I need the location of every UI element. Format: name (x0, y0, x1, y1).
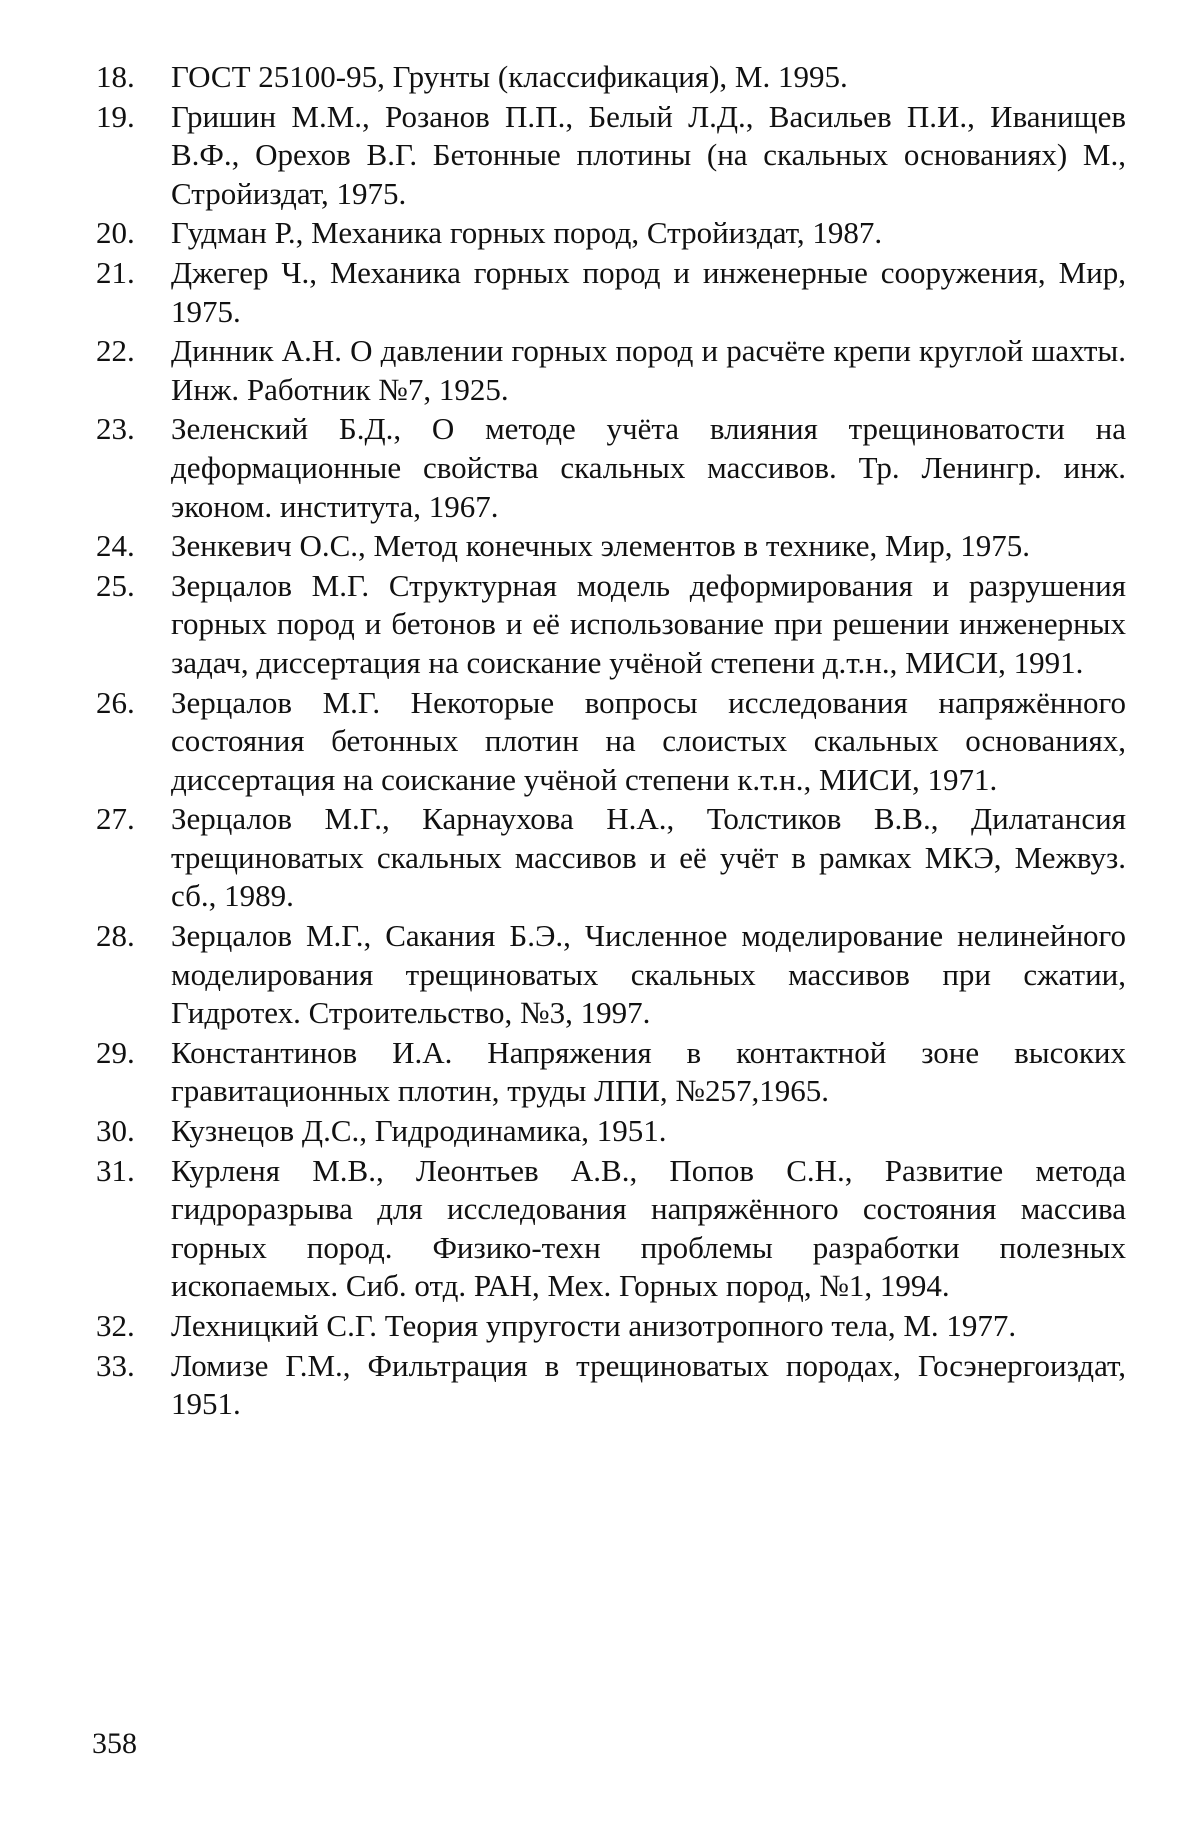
reference-number: 23. (96, 411, 135, 447)
reference-number: 25. (96, 567, 135, 603)
reference-number: 28. (96, 918, 135, 954)
reference-number: 32. (96, 1308, 135, 1343)
reference-item (96, 1347, 1126, 1424)
reference-number: 20. (96, 215, 135, 251)
reference-text: Гришин М.М., Розанов П.П., Белый Л.Д., Васильев П.И., Иванищев В.Ф., Орехов В.Г. Бетонные плотины (на скальных основаниях) М., Стройиздат, 1975. (171, 98, 1126, 211)
reference-item (96, 332, 1126, 409)
reference-text: Курленя М.В., Леонтьев А.В., Попов С.Н., Развитие метода гидроразрыва для исследования напряжённого состояния массива горных пород. Физико-техн проблемы разработки полезных ископаемых. Сиб. отд. РАН, Мех. Горных пород, №1, 1994. (171, 1152, 1126, 1304)
reference-text: Константинов И.А. Напряжения в контактной зоне высоких гравитационных плотин, труды ЛПИ, №257,1965. (171, 1034, 1126, 1109)
reference-item (96, 800, 1126, 916)
reference-item (96, 1112, 1126, 1151)
reference-item (96, 1152, 1126, 1306)
reference-item (96, 567, 1126, 683)
reference-number: 30. (96, 1113, 135, 1149)
reference-text: Динник А.Н. О давлении горных пород и расчёте крепи круглой шахты. Инж. Работник №7, 1925. (171, 333, 1126, 407)
reference-number: 29. (96, 1034, 135, 1070)
reference-text: Зерцалов М.Г. Некоторые вопросы исследования напряжённого состояния бетонных плотин на слоистых скальных основаниях, диссертация на соискание учёной степени к.т.н., МИСИ, 1971. (171, 684, 1126, 797)
page-number: 358 (92, 1727, 137, 1760)
reference-text: Зерцалов М.Г., Сакания Б.Э., Численное моделирование нелинейного моделирования трещиноватых скальных массивов при сжатии, Гидротех. Строительство, №3, 1997. (171, 918, 1126, 1031)
reference-item (96, 254, 1126, 331)
reference-text: Кузнецов Д.С., Гидродинамика, 1951. (171, 1113, 667, 1149)
reference-text: Гудман Р., Механика горных пород, Стройиздат, 1987. (171, 215, 883, 251)
reference-number: 26. (96, 684, 135, 720)
reference-number: 19. (96, 98, 135, 134)
reference-list (96, 58, 1126, 1425)
reference-text: Зеленский Б.Д., О методе учёта влияния трещиноватости на деформационные свойства скальных массивов. Тр. Ленингр. инж. эконом. института, 1967. (171, 411, 1126, 524)
reference-item (96, 527, 1126, 566)
reference-item (96, 58, 1126, 97)
reference-item (96, 214, 1126, 253)
reference-number: 27. (96, 801, 135, 837)
reference-item (96, 1307, 1126, 1346)
reference-text: Лехницкий С.Г. Теория упругости анизотропного тела, М. 1977. (171, 1308, 1017, 1343)
reference-text: ГОСТ 25100-95, Грунты (классификация), М. 1995. (171, 59, 848, 94)
reference-number: 22. (96, 333, 135, 369)
reference-number: 31. (96, 1152, 135, 1188)
reference-text: Зенкевич О.С., Метод конечных элементов в технике, Мир, 1975. (171, 528, 1030, 564)
reference-item (96, 917, 1126, 1033)
reference-item (96, 98, 1126, 214)
reference-item (96, 410, 1126, 526)
reference-item (96, 1034, 1126, 1111)
reference-text: Ломизе Г.М., Фильтрация в трещиноватых породах, Госэнергоиздат, 1951. (171, 1347, 1126, 1422)
reference-number: 18. (96, 59, 135, 94)
reference-text: Зерцалов М.Г. Структурная модель деформирования и разрушения горных пород и бетонов и её использование при решении инженерных задач, диссертация на соискание учёной степени д.т.н., МИСИ, 1991. (171, 567, 1126, 680)
reference-text: Зерцалов М.Г., Карнаухова Н.А., Толстиков В.В., Дилатансия трещиноватых скальных массивов и её учёт в рамках МКЭ, Межвуз. сб., 1989. (171, 801, 1126, 914)
reference-number: 21. (96, 254, 135, 290)
reference-number: 24. (96, 528, 135, 564)
reference-text: Джегер Ч., Механика горных пород и инженерные сооружения, Мир, 1975. (171, 254, 1126, 329)
reference-number: 33. (96, 1347, 135, 1383)
reference-item (96, 684, 1126, 800)
